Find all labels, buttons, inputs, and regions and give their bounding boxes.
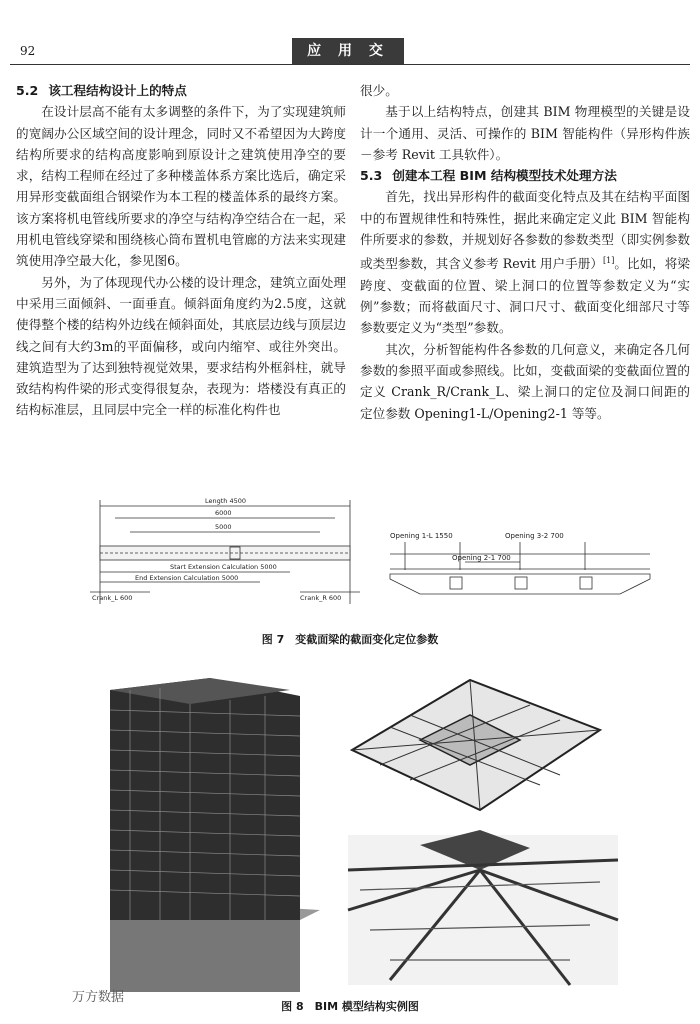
floor-framing-image-bottom xyxy=(348,830,618,985)
floor-framing-image-top xyxy=(352,680,600,810)
paragraph: 其次，分析智能构件各参数的几何意义，来确定各几何参数的参照平面或参照线。比如，变截面梁的变截面位置的定义 Crank_R/Crank_L、梁上洞口的定位及洞口间距的定位参数 Opening1-L/Opening2-1 等等。 xyxy=(360,341,690,421)
section-title: 该工程结构设计上的特点 xyxy=(48,83,187,98)
label-crank-r: Crank_R 600 xyxy=(300,594,342,602)
header-rule xyxy=(10,64,690,65)
paragraph-continuation: 很少。 xyxy=(360,83,398,98)
paragraph xyxy=(360,186,690,338)
label-opening-32: Opening 3-2 700 xyxy=(505,532,564,540)
section-heading-5-3 xyxy=(360,165,690,186)
section-number: 5.2 xyxy=(16,83,39,98)
label-end-extension: End Extension Calculation 5000 xyxy=(135,574,239,582)
label-6000: 6000 xyxy=(215,509,232,517)
label-opening-21: Opening 2-1 700 xyxy=(452,554,511,562)
citation: [1] xyxy=(602,256,615,266)
label-5000: 5000 xyxy=(215,523,232,531)
label-start-extension: Start Extension Calculation 5000 xyxy=(170,563,277,571)
paragraph-text: 首先，找出异形构件的截面变化特点及其在结构平面图中的布置规律性和特殊性，据此来确定定义此 BIM 智能构件所要求的参数，并规划好各参数的参数类型（即实例参数或类型参数，其含义参考 Revit 用户手册） xyxy=(360,189,690,272)
tower-model-image xyxy=(110,678,320,992)
watermark: 万方数据 xyxy=(72,990,125,1005)
figure-8-caption: 图 8 BIM 模型结构实例图 xyxy=(281,1000,419,1013)
section-heading-5-2 xyxy=(16,80,346,101)
label-crank-l: Crank_L 600 xyxy=(92,594,133,602)
figure-7-caption: 图 7 变截面梁的截面变化定位参数 xyxy=(261,633,439,646)
label-length: Length 4500 xyxy=(205,497,247,505)
figure-8-bim-models xyxy=(90,670,630,992)
section-number: 5.3 xyxy=(360,168,383,184)
right-column xyxy=(360,80,690,424)
section-header-band: 应 用 交 流 xyxy=(292,38,404,64)
paragraph: 基于以上结构特点，创建其 BIM 物理模型的关键是设计一个通用、灵活、可操作的 BIM 智能构件（异形构件族－参考 Revit 工具软件）。 xyxy=(360,104,690,162)
section-title: 创建本工程 BIM 结构模型技术处理方法 xyxy=(392,168,617,184)
paragraph: 在设计层高不能有太多调整的条件下，为了实现建筑师的宽阔办公区域空间的设计理念，同时又不希望因为大跨度结构所要求的结构高度影响到原设计之建筑使用净空的要求，结构工程师在经过了多种楼盖体系方案比选后，确定采用异形变截面组合钢梁作为本工程的楼盖体系的最终方案。该方案将机电管线所要求的净空与结构净空结合在一起，采用机电管线穿梁和围绕核心筒布置机电管廊的方法来实现建筑使用净空最大化，参见图6。 xyxy=(16,104,346,269)
left-column xyxy=(16,80,346,421)
figure-7-beam-diagram xyxy=(60,494,660,614)
paragraph-text: 。比如，将梁跨度、变截面的位置、梁上洞口的位置等参数定义为“实例”参数；而将截面尺寸、洞口尺寸、截面变化细部尺寸等参数要定义为“类型”参数。 xyxy=(360,256,691,336)
label-opening-1l: Opening 1-L 1550 xyxy=(390,532,453,540)
paragraph: 另外，为了体现现代办公楼的设计理念，建筑立面处理中采用三面倾斜、一面垂直。倾斜面角度约为2.5度，这就使得整个楼的结构外边线在倾斜面处，其底层边线与顶层边线之间有大约3m的平面偏移，或向内缩窄、或往外突出。建筑造型为了达到独特视觉效果，要求结构外框斜柱，就导致结构构件梁的形式变得很复杂，表现为：塔楼没有真正的结构标准层，且同层中完全一样的标准化构件也 xyxy=(16,274,346,418)
page-number: 92 xyxy=(20,44,36,58)
